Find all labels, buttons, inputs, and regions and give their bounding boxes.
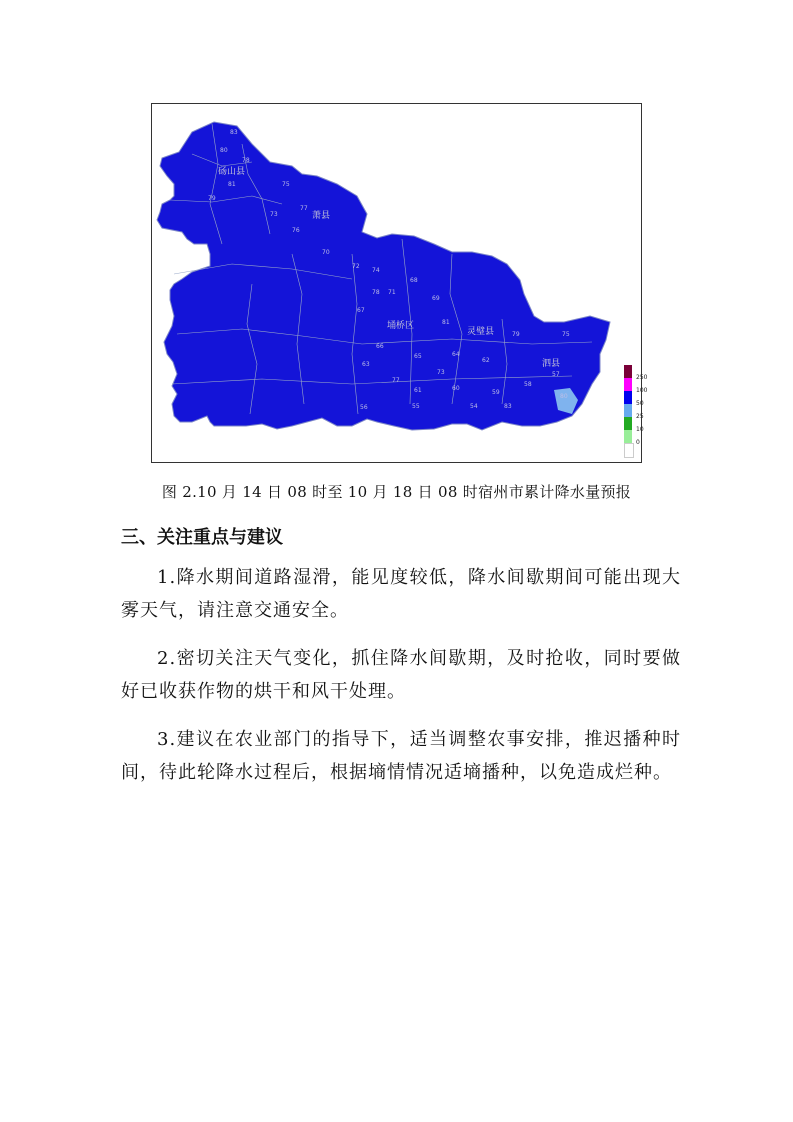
station-value: 59 xyxy=(492,389,500,396)
station-value: 78 xyxy=(372,289,380,296)
legend-swatch xyxy=(624,443,634,458)
legend-label: 25 xyxy=(636,413,644,420)
legend-label: 250 xyxy=(636,374,648,381)
station-value: 83 xyxy=(230,129,238,136)
station-value: 78 xyxy=(242,157,250,164)
section-title: 三、关注重点与建议 xyxy=(121,527,283,548)
station-value: 60 xyxy=(452,385,460,392)
place-label: 埇桥区 xyxy=(387,321,415,331)
legend-label: 50 xyxy=(636,400,644,407)
station-value: 75 xyxy=(282,181,290,188)
station-value: 67 xyxy=(357,307,365,314)
station-value: 75 xyxy=(562,331,570,338)
legend-label: 10 xyxy=(636,426,644,433)
figure-caption: 图 2.10 月 14 日 08 时至 10 月 18 日 08 时宿州市累计降水量预报 xyxy=(161,483,632,501)
station-value: 81 xyxy=(442,319,450,326)
station-value: 80 xyxy=(220,147,228,154)
station-value: 66 xyxy=(376,343,384,350)
station-value: 57 xyxy=(552,371,560,378)
station-value: 58 xyxy=(524,381,532,388)
station-value: 77 xyxy=(392,377,400,384)
suzhou-region-map xyxy=(152,104,643,464)
place-label: 灵璧县 xyxy=(467,327,495,337)
legend-swatch xyxy=(624,430,632,443)
station-value: 73 xyxy=(437,369,445,376)
legend-swatch xyxy=(624,378,632,391)
legend-swatch xyxy=(624,391,632,404)
station-value: 79 xyxy=(208,195,216,202)
map-legend xyxy=(624,365,654,459)
paragraph-3: 3.建议在农业部门的指导下，适当调整农事安排，推迟播种时间，待此轮降水过程后，根据墒情情况适墒播种，以免造成烂种。 xyxy=(121,729,681,783)
station-value: 70 xyxy=(322,249,330,256)
station-value: 64 xyxy=(452,351,460,358)
place-label: 泗县 xyxy=(542,359,561,369)
rainfall-forecast-map xyxy=(151,103,648,463)
station-value: 61 xyxy=(414,387,422,394)
paragraph-2: 2.密切关注天气变化，抓住降水间歇期，及时抢收，同时要做好已收获作物的烘干和风干处理。 xyxy=(121,648,681,702)
station-value: 63 xyxy=(362,361,370,368)
place-label: 萧县 xyxy=(312,211,331,221)
station-value: 56 xyxy=(360,404,368,411)
place-label: 砀山县 xyxy=(218,167,246,177)
legend-swatch xyxy=(624,404,632,417)
station-value: 79 xyxy=(512,331,520,338)
legend-label: 100 xyxy=(636,387,648,394)
station-value: 65 xyxy=(414,353,422,360)
legend-swatch xyxy=(624,365,632,378)
station-value: 62 xyxy=(482,357,490,364)
station-value: 80 xyxy=(560,393,568,400)
station-value: 73 xyxy=(270,211,278,218)
station-value: 69 xyxy=(432,295,440,302)
station-value: 68 xyxy=(410,277,418,284)
paragraph-1: 1.降水期间道路湿滑，能见度较低，降水间歇期间可能出现大雾天气，请注意交通安全。 xyxy=(121,567,681,621)
station-value: 77 xyxy=(300,205,308,212)
station-value: 55 xyxy=(412,403,420,410)
station-value: 72 xyxy=(352,263,360,270)
station-value: 81 xyxy=(228,181,236,188)
station-value: 76 xyxy=(292,227,300,234)
station-value: 71 xyxy=(388,289,396,296)
station-value: 54 xyxy=(470,403,478,410)
legend-label: 0 xyxy=(636,439,640,446)
legend-swatch xyxy=(624,417,632,430)
station-value: 74 xyxy=(372,267,380,274)
station-value: 83 xyxy=(504,403,512,410)
